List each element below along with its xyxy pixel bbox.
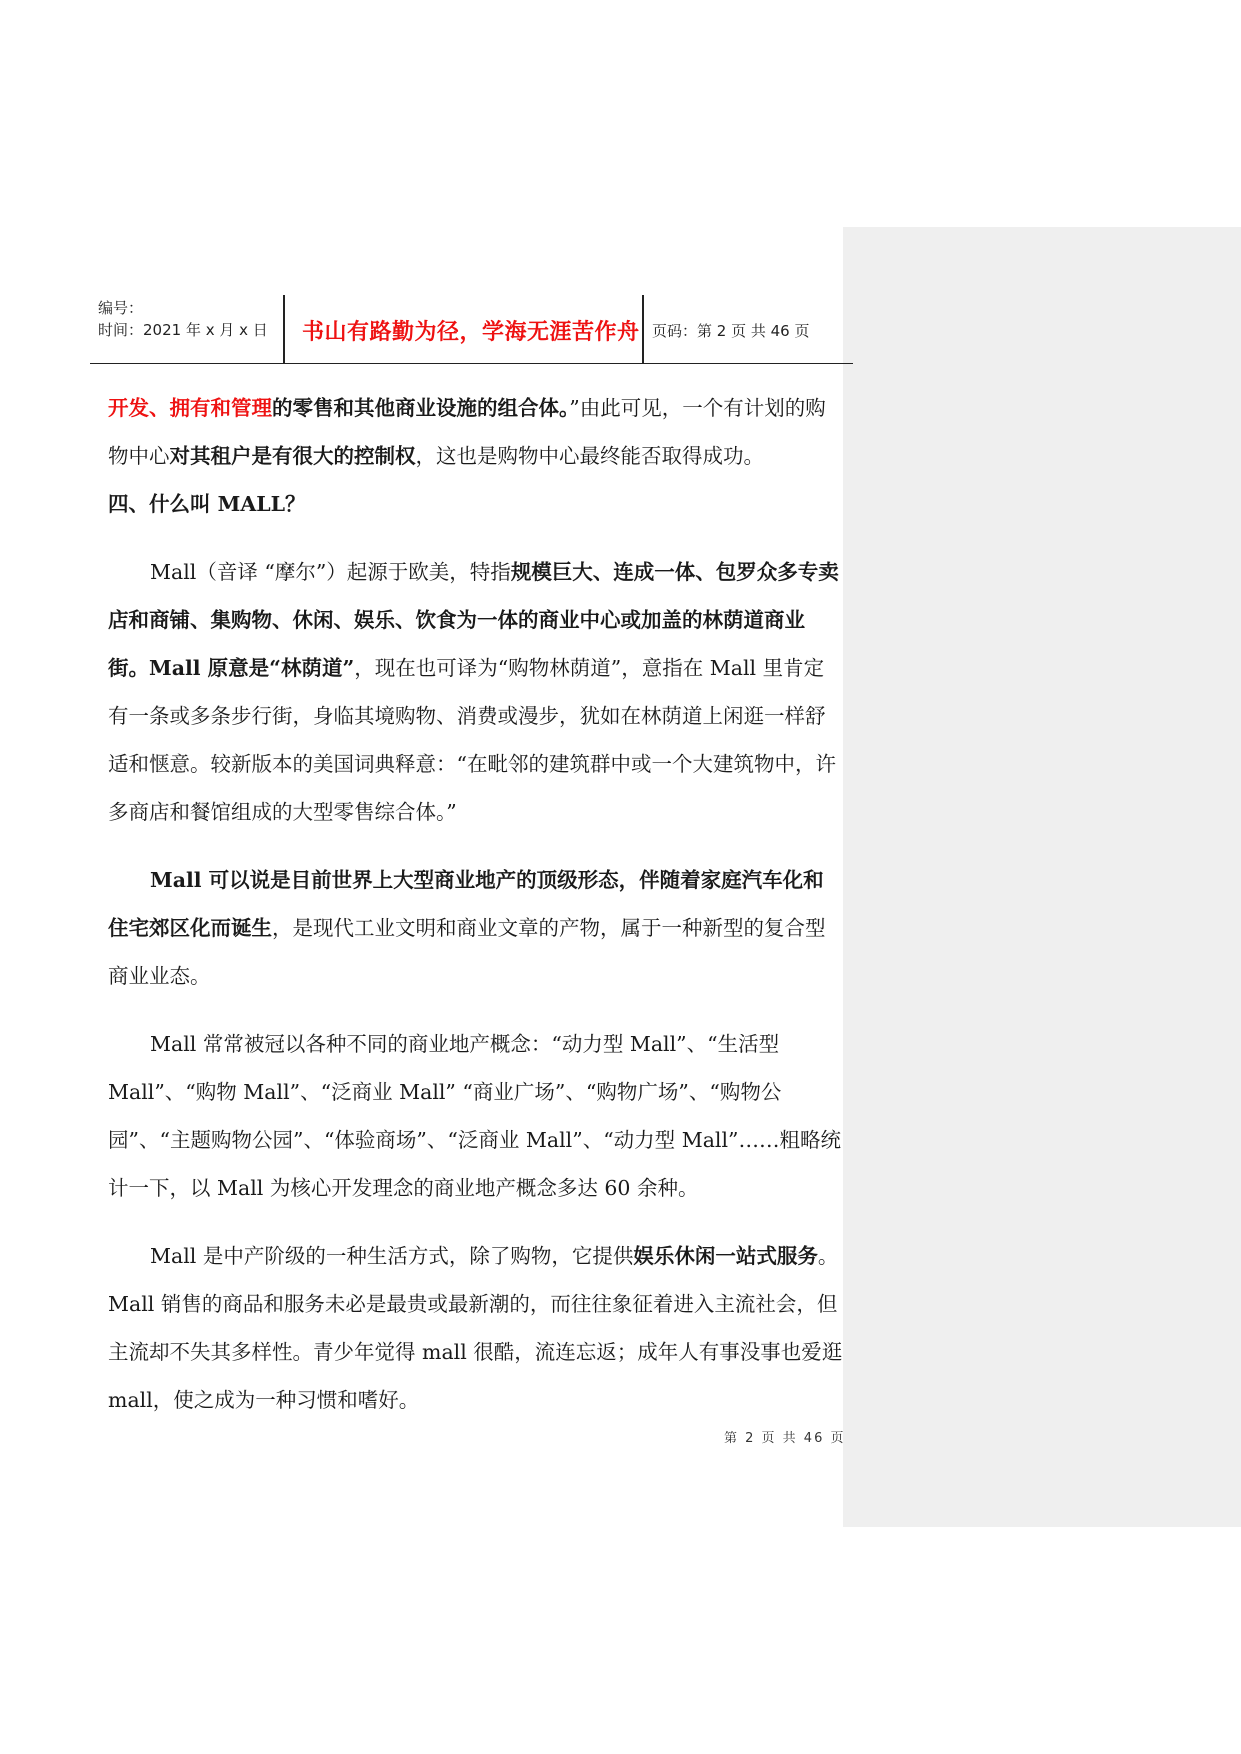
header-page-info: 页码：第 2 页 共 46 页 <box>652 322 810 340</box>
paragraph: Mall 常常被冠以各种不同的商业地产概念：“动力型 Mall”、“生活型 Mall”、“购物 Mall”、“泛商业 Mall” “商业广场”、“购物广场”、“购物公园”、“主题购物公园”、“体验商场”、“泛商业 Mall”、“动力型 Mall”……粗略统计一下，以 Mall 为核心开发理念的商业地产概念多达 60 余种。 <box>108 1032 842 1200</box>
page-footer: 第 2 页 共 46 页 <box>724 1431 846 1446</box>
bold-text: 娱乐休闲一站式服务 <box>633 1244 818 1268</box>
plain-text: 。Mall 销售的商品和服务未必是最贵或最新潮的，而往往象征着进入主流社会，但主流却不失其多样性。青少年觉得 mall 很酷，流连忘返；成年人有事没事也爱逛 mall，使之成为一种习惯和嗜好。 <box>108 1244 843 1412</box>
bold-text: 对其租户是有很大的控制权 <box>169 444 416 468</box>
paragraph <box>108 856 844 1000</box>
header-divider <box>642 295 644 363</box>
header-motto: 书山有路勤为径，学海无涯苦作舟 <box>302 320 640 345</box>
paragraph <box>108 384 844 480</box>
bold-text: 的零售和其他商业设施的组合体。 <box>272 396 570 420</box>
plain-text: ，这也是购物中心最终能否取得成功。 <box>415 444 764 468</box>
plain-text: Mall（音译 “摩尔”）起源于欧美，特指 <box>150 560 511 584</box>
plain-text: Mall 是中产阶级的一种生活方式，除了购物，它提供 <box>150 1244 634 1268</box>
red-emphasis: 开发、拥有和管理 <box>108 396 272 420</box>
document-body <box>108 384 844 1424</box>
paragraph <box>108 548 844 836</box>
bold-text: 规模巨大、连成一体、包罗众多专卖店和商铺、集购物、休闲、娱乐、饮食为一体的商业中心或加盖的林荫道商业街。Mall 原意是“林荫道” <box>108 560 839 680</box>
header-meta <box>98 297 268 341</box>
section-heading: 四、什么叫 MALL？ <box>108 492 306 516</box>
plain-text: ，现在也可译为“购物林荫道”，意指在 Mall 里肯定有一条或多条步行街，身临其境购物、消费或漫步，犹如在林荫道上闲逛一样舒适和惬意。较新版本的美国词典释意：“在毗邻的建筑群中或一个大建筑物中，许多商店和餐馆组成的大型零售综合体。” <box>108 656 836 824</box>
plain-text: ”由此可见，一个有计划的购物中心 <box>108 396 826 468</box>
comment-markup-pane <box>843 227 1241 1527</box>
bold-text: Mall 可以说是目前世界上大型商业地产的顶级形态，伴随着家庭汽车化和住宅郊区化而诞生 <box>108 868 824 940</box>
date-line: 时间：2021 年 x 月 x 日 <box>98 321 268 339</box>
paragraph <box>108 1232 844 1424</box>
number-label: 编号： <box>98 299 144 317</box>
page-header <box>90 293 853 364</box>
plain-text: ，是现代工业文明和商业文章的产物，属于一种新型的复合型商业业态。 <box>108 916 826 988</box>
header-divider <box>283 295 285 363</box>
